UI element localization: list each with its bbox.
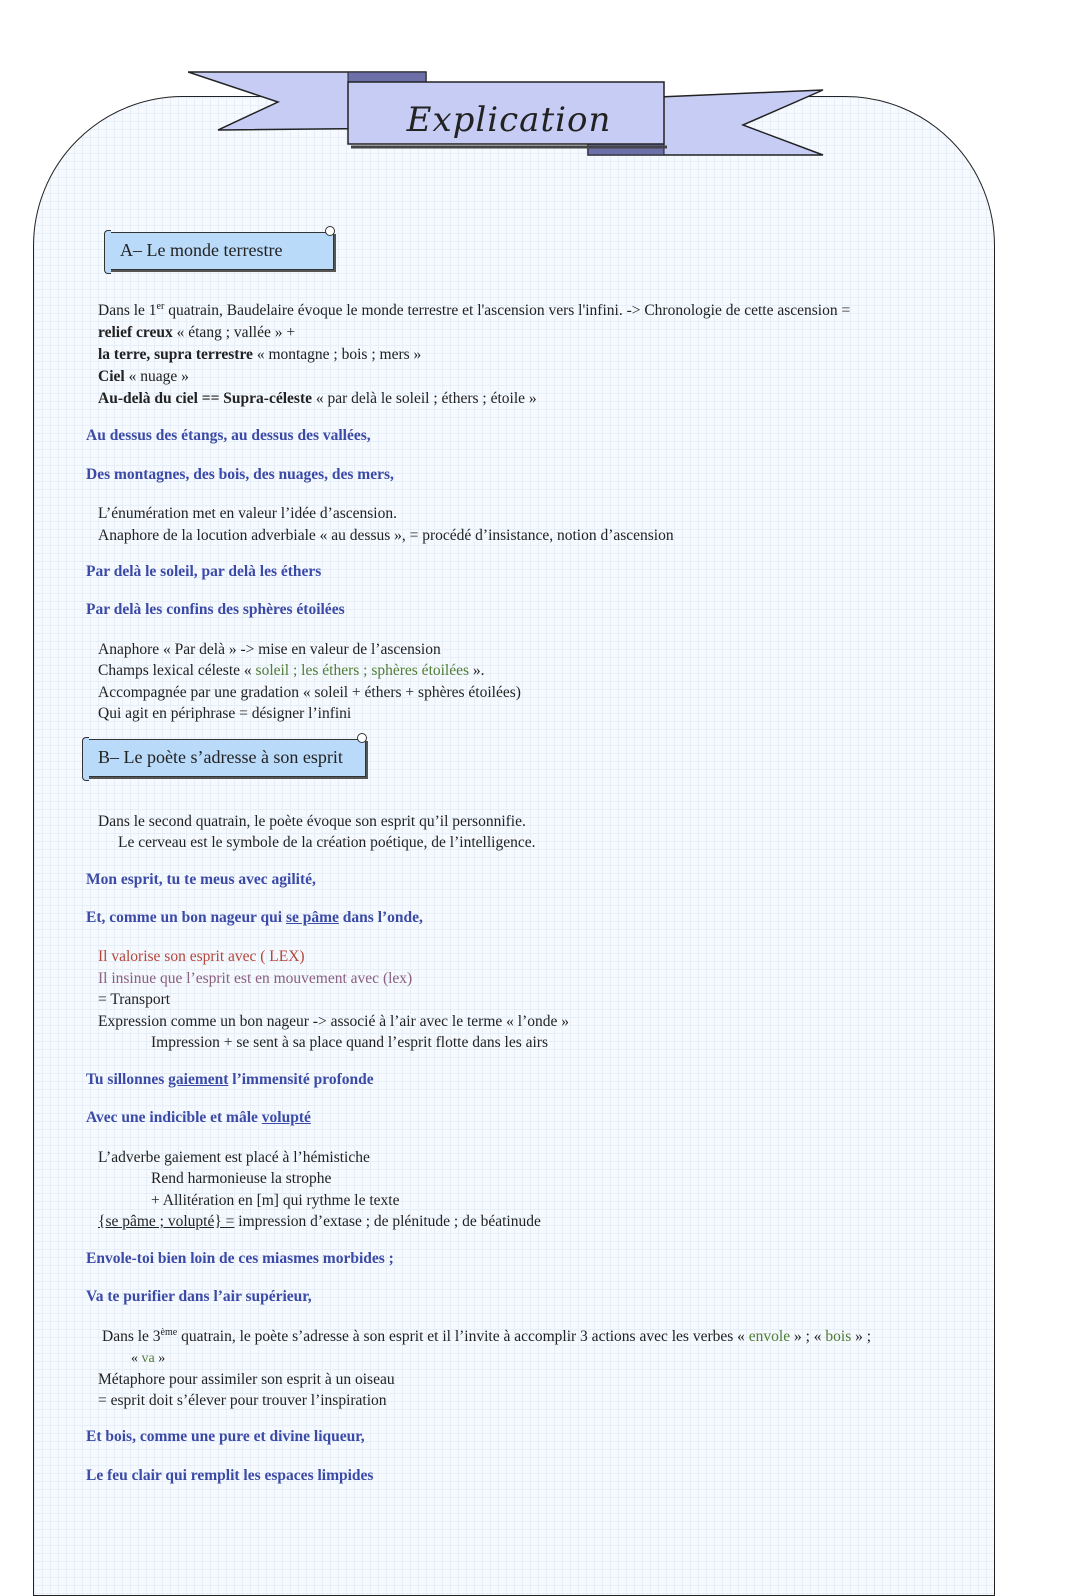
verse-line: Envole-toi bien loin de ces miasmes morbides ; xyxy=(86,1250,394,1267)
note-line: L’énumération met en valeur l’idée d’ascension. xyxy=(98,505,397,522)
verse-line: Et bois, comme une pure et divine liqueur, xyxy=(86,1428,365,1445)
note-line: = esprit doit s’élever pour trouver l’inspiration xyxy=(98,1392,387,1409)
verse-line: Et, comme un bon nageur qui se pâme dans l’onde, xyxy=(86,909,423,926)
note-line: Impression + se sent à sa place quand l’esprit flotte dans les airs xyxy=(151,1034,548,1051)
section-a-heading xyxy=(109,232,334,270)
verse-line: Mon esprit, tu te meus avec agilité, xyxy=(86,871,316,888)
section-b-heading xyxy=(87,739,366,777)
verse-line: Va te purifier dans l’air supérieur, xyxy=(86,1288,312,1305)
note-line: Accompagnée par une gradation « soleil + éthers + sphères étoilées) xyxy=(98,684,521,701)
note-line: + Allitération en [m] qui rythme le texte xyxy=(151,1192,400,1209)
note-line: Il valorise son esprit avec ( LEX) xyxy=(98,948,305,965)
verse-line: Le feu clair qui remplit les espaces limpides xyxy=(86,1467,374,1484)
note-line: = Transport xyxy=(98,991,171,1008)
audela-line: Au-delà du ciel == Supra-céleste « par delà le soleil ; éthers ; étoile » xyxy=(98,390,537,407)
verse-line: Avec une indicible et mâle volupté xyxy=(86,1109,311,1126)
ciel-line: Ciel « nuage » xyxy=(98,368,189,385)
verse-line: Par delà le soleil, par delà les éthers xyxy=(86,563,322,580)
section-a-heading-text: A– Le monde terrestre xyxy=(120,240,283,260)
section-b-heading-text: B– Le poète s’adresse à son esprit xyxy=(98,747,343,767)
verse-line: Des montagnes, des bois, des nuages, des mers, xyxy=(86,466,394,483)
terre-line: la terre, supra terrestre « montagne ; bois ; mers » xyxy=(98,346,422,363)
note-line: Anaphore de la locution adverbiale « au dessus », = procédé d’insistance, notion d’ascension xyxy=(98,527,674,544)
verse-line: Au dessus des étangs, au dessus des vallées, xyxy=(86,427,371,444)
title-banner xyxy=(188,70,828,165)
section-a-intro: Dans le 1er quatrain, Baudelaire évoque le monde terrestre et l'ascension vers l'infini. -> Chronologie de cette ascension = xyxy=(98,300,851,319)
note-line: « va » xyxy=(131,1351,166,1366)
section-b-intro: Le cerveau est le symbole de la création poétique, de l’intelligence. xyxy=(118,834,536,851)
note-line: L’adverbe gaiement est placé à l’hémistiche xyxy=(98,1149,370,1166)
note-line: Qui agit en périphrase = désigner l’infini xyxy=(98,705,352,722)
note-line: Métaphore pour assimiler son esprit à un oiseau xyxy=(98,1371,395,1388)
note-line: Rend harmonieuse la strophe xyxy=(151,1170,332,1187)
note-line: Champs lexical céleste « soleil ; les éthers ; sphères étoilées ». xyxy=(98,662,485,679)
section-b-intro: Dans le second quatrain, le poète évoque son esprit qu’il personnifie. xyxy=(98,813,526,830)
note-line: Dans le 3ème quatrain, le poète s’adresse à son esprit et il l’invite à accomplir 3 actions avec les verbes « envole » ; « bois » ; xyxy=(102,1326,872,1345)
page-title: Explication xyxy=(406,100,612,140)
note-line: {se pâme ; volupté} = impression d’extase ; de plénitude ; de béatinude xyxy=(98,1213,541,1230)
verse-line: Tu sillonnes gaiement l’immensité profonde xyxy=(86,1071,374,1088)
note-line: Expression comme un bon nageur -> associé à l’air avec le terme « l’onde » xyxy=(98,1013,569,1030)
relief-line: relief creux « étang ; vallée » + xyxy=(98,324,296,341)
note-line: Il insinue que l’esprit est en mouvement avec (lex) xyxy=(98,970,413,987)
verse-line: Par delà les confins des sphères étoilées xyxy=(86,601,345,618)
note-line: Anaphore « Par delà » -> mise en valeur de l’ascension xyxy=(98,641,441,658)
